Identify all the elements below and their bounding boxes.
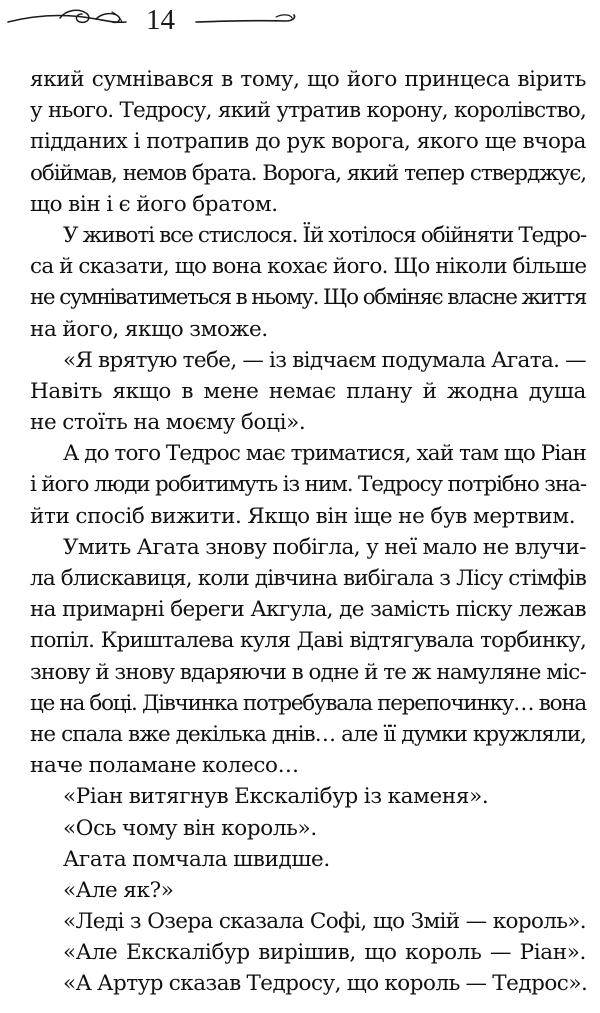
text-line: са й сказати, що вона кохає його. Що ніколи більше bbox=[30, 254, 587, 280]
text-line: не спала вже декілька днів… але її думки кружляли, bbox=[30, 721, 586, 747]
body-text bbox=[30, 64, 586, 1000]
text-line: Агата помчала швидше. bbox=[63, 846, 330, 872]
text-line: «Леді з Озера сказала Софі, що Змій — король». bbox=[63, 909, 586, 935]
text-line: йти спосіб вижити. Якщо він іще не був мертвим. bbox=[30, 503, 576, 529]
text-line: наче поламане колесо… bbox=[30, 753, 299, 779]
text-line: обіймав, немов брата. Ворога, який тепер стверджує, bbox=[30, 160, 586, 186]
text-line: який сумнівався в тому, що його принцеса вірить bbox=[30, 67, 586, 92]
text-line: «Ріан витягнув Екскалібур із каменя». bbox=[63, 784, 489, 810]
text-line: Умить Агата знову побігла, у неї мало не влучи- bbox=[63, 534, 586, 560]
text-line: ла блискавиця, коли дівчина вибігала з Лісу стімфів bbox=[30, 566, 586, 591]
text-line: «А Артур сказав Тедросу, що король — Тедрос». bbox=[63, 971, 588, 997]
running-header bbox=[0, 0, 600, 52]
text-line: не сумніватиметься в ньому. Що обміняє власне життя bbox=[30, 285, 586, 311]
text-line: А до того Тедрос має триматися, хай там що Ріан bbox=[63, 441, 586, 467]
text-line: У животі все стислося. Їй хотілося обійняти Тедро- bbox=[63, 222, 586, 248]
text-line: підданих і потрапив до рук ворога, якого ще вчора bbox=[30, 129, 586, 155]
text-line: у нього. Тедросу, який утратив корону, королівство, bbox=[30, 98, 586, 124]
text-line: на його, якщо зможе. bbox=[30, 316, 268, 342]
text-line: Навіть якщо в мене немає плану й жодна душа bbox=[30, 378, 586, 404]
text-line: це на боці. Дівчинка потребувала перепочинку… вона bbox=[30, 690, 586, 716]
page-number: 14 bbox=[146, 4, 175, 36]
text-line: знову й знову вдаряючи в одне й те ж намуляне міс- bbox=[30, 659, 586, 685]
text-line: попіл. Кришталева куля Даві відтягувала торбинку, bbox=[30, 628, 586, 654]
text-line: «Але Екскалібур вирішив, що король — Ріан». bbox=[63, 940, 586, 966]
text-line: «Я врятую тебе, — із відчаєм подумала Агата. — bbox=[63, 347, 586, 373]
text-line: на примарні береги Акгула, де замість піску лежав bbox=[30, 597, 586, 623]
text-line: «Ось чому він король». bbox=[63, 815, 317, 841]
text-line: що він і є його братом. bbox=[30, 191, 278, 217]
ornament-flourish-icon bbox=[0, 0, 600, 40]
text-line: не стоїть на моєму боці». bbox=[30, 410, 306, 436]
text-line: і його люди робитимуть із ним. Тедросу потрібно зна- bbox=[30, 472, 586, 498]
text-line: «Але як?» bbox=[63, 877, 174, 903]
